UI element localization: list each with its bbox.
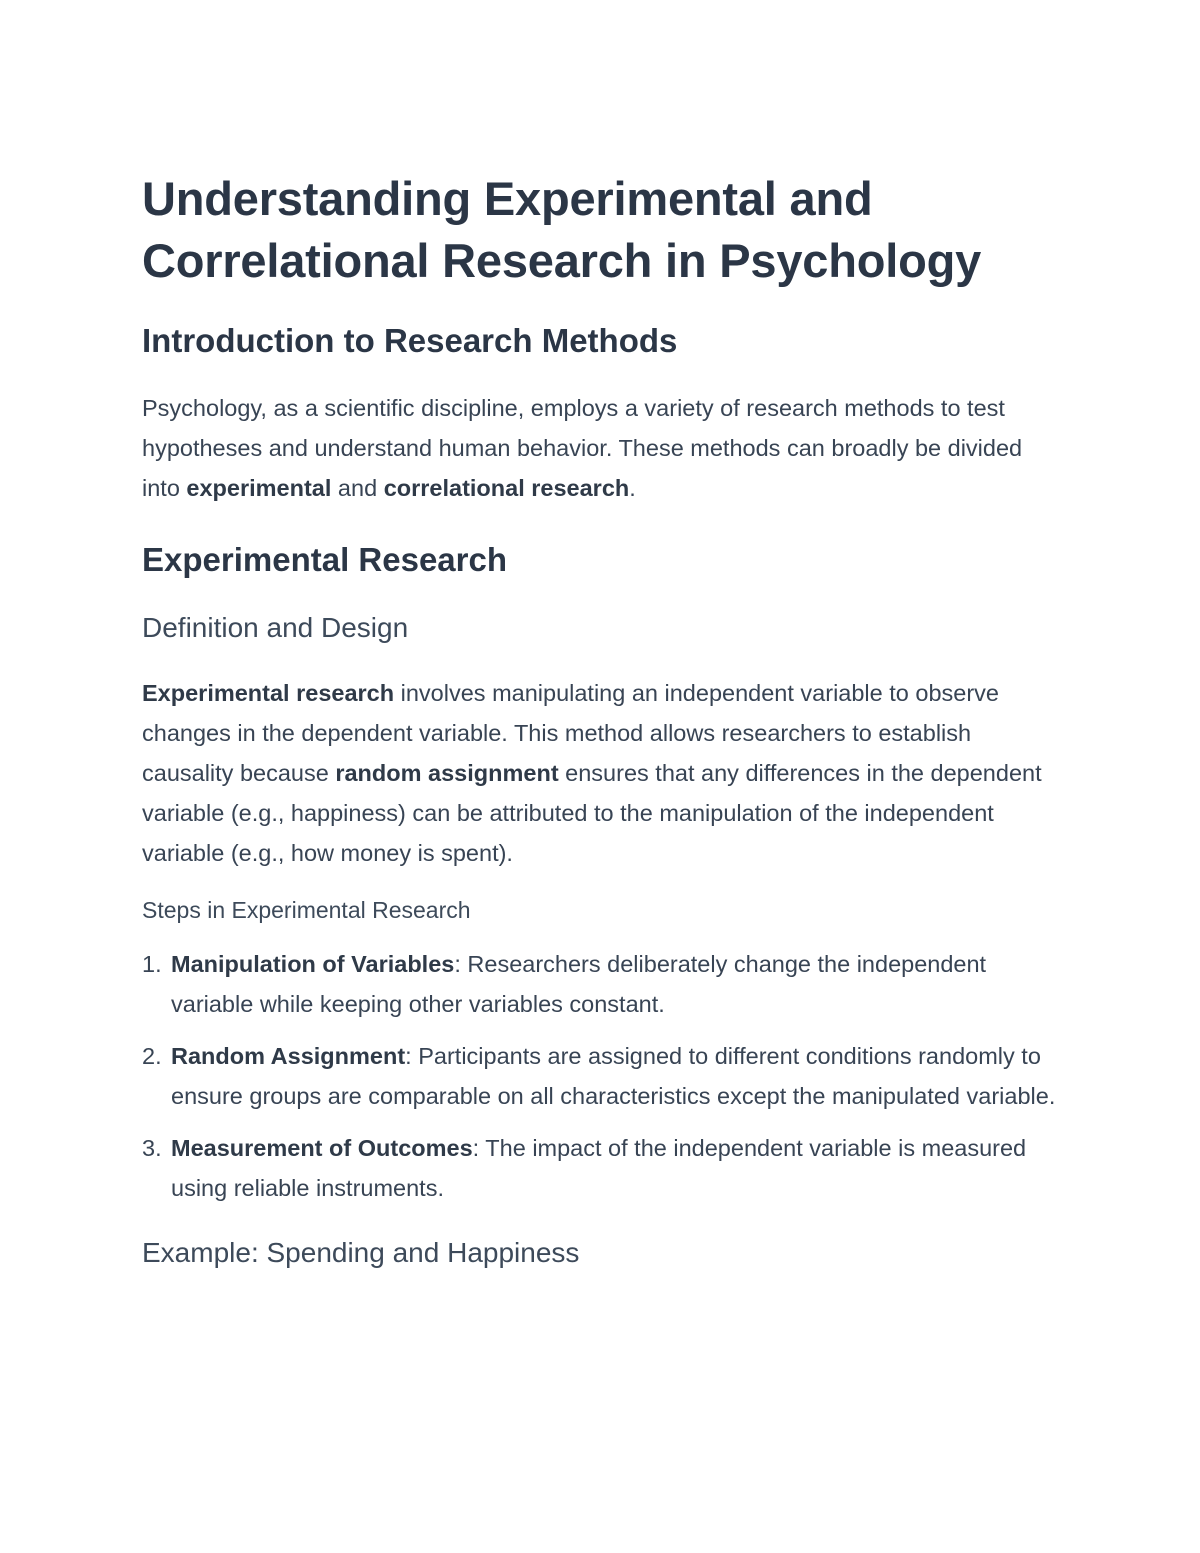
title-line-1: Understanding Experimental and: [142, 172, 873, 225]
step-text: : Researchers deliberately change the independent variable while keeping other variables constant.: [171, 951, 987, 1017]
experimental-paragraph: [142, 673, 1062, 873]
step-number: 2.: [142, 1043, 162, 1069]
step-bold: Random Assignment: [171, 1043, 406, 1069]
step-bold: Measurement of Outcomes: [171, 1135, 473, 1161]
list-item: [142, 1036, 1062, 1116]
title-line-2: Correlational Research in Psychology: [142, 234, 982, 287]
intro-text-2: and: [331, 475, 384, 501]
exp-bold-experimental-research: Experimental research: [142, 680, 395, 706]
intro-bold-experimental: experimental: [186, 475, 332, 501]
list-item: [142, 1128, 1062, 1208]
exp-text-1: involves manipulating an independent variable to observe changes in the dependent variable. This method allows researchers to establish causality because: [142, 680, 999, 786]
list-item: [142, 944, 1062, 1024]
document-page: [142, 168, 1062, 1271]
steps-list: [142, 944, 1062, 1208]
exp-text-2: ensures that any differences in the dependent variable (e.g., happiness) can be attributed to the manipulation of the independent variable (e.g., how money is spent).: [142, 760, 1042, 866]
intro-text-1: Psychology, as a scientific discipline, employs a variety of research methods to test hypotheses and understand human behavior. These methods can broadly be divided into: [142, 395, 1023, 501]
intro-text-3: .: [629, 475, 636, 501]
step-number: 1.: [142, 951, 162, 977]
steps-heading: Steps in Experimental Research: [142, 897, 471, 923]
intro-heading: Introduction to Research Methods: [142, 322, 678, 359]
experimental-heading: Experimental Research: [142, 541, 508, 578]
step-text: : Participants are assigned to different conditions randomly to ensure groups are comparable on all characteristics except the manipulated variable.: [171, 1043, 1056, 1109]
document-title: [142, 168, 1062, 292]
intro-paragraph: [142, 388, 1062, 508]
step-bold: Manipulation of Variables: [171, 951, 455, 977]
definition-subheading: Definition and Design: [142, 612, 409, 643]
example-heading: Example: Spending and Happiness: [142, 1237, 580, 1268]
intro-bold-correlational: correlational research: [383, 475, 630, 501]
step-number: 3.: [142, 1135, 162, 1161]
exp-bold-random-assignment: random assignment: [335, 760, 559, 786]
step-text: : The impact of the independent variable is measured using reliable instruments.: [171, 1135, 1027, 1201]
